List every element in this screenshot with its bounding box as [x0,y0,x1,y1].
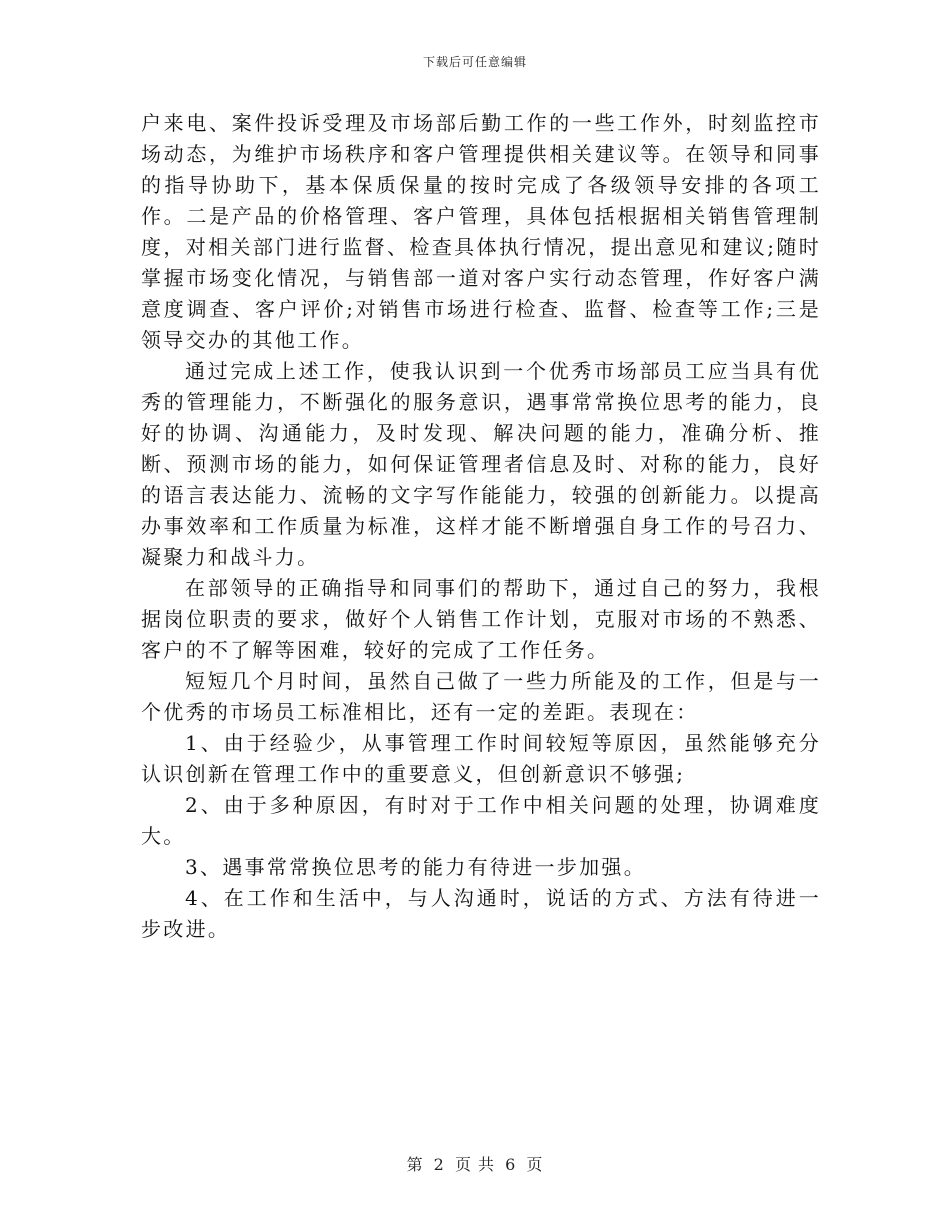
footer-middle: 页 共 [454,1155,496,1174]
page-header: 下载后可任意编辑 [422,55,527,69]
list-item-1: 1、由于经验少，从事管理工作时间较短等原因，虽然能够充分认识创新在管理工作中的重要意义，但创新意识不够强; [141,731,821,786]
paragraph-1: 户来电、案件投诉受理及市场部后勤工作的一些工作外，时刻监控市场动态，为维护市场秩序和客户管理提供相关建议等。在领导和同事的指导协助下，基本保质保量的按时完成了各级领导安排的各项工作。二是产品的价格管理、客户管理，具体包括根据相关销售管理制度，对相关部门进行监督、检查具体执行情况，提出意见和建议;随时掌握市场变化情况，与销售部一道对客户实行动态管理，作好客户满意度调查、客户评价;对销售市场进行检查、监督、检查等工作;三是领导交办的其他工作。 [141,111,821,352]
footer-suffix: 页 [526,1155,544,1174]
page-number: 2 [433,1155,445,1174]
list-item-4: 4、在工作和生活中，与人沟通时，说话的方式、方法有待进一步改进。 [141,886,821,941]
paragraph-2: 通过完成上述工作，使我认识到一个优秀市场部员工应当具有优秀的管理能力，不断强化的服务意识，遇事常常换位思考的能力，良好的协调、沟通能力，及时发现、解决问题的能力，准确分析、推断、预测市场的能力，如何保证管理者信息及时、对称的能力，良好的语言表达能力、流畅的文字写作能能力，较强的创新能力。以提高办事效率和工作质量为标准，这样才能不断增强自身工作的号召力、凝聚力和战斗力。 [141,359,821,569]
footer-prefix: 第 [406,1155,424,1174]
paragraph-3: 在部领导的正确指导和同事们的帮助下，通过自己的努力，我根据岗位职责的要求，做好个人销售工作计划，克服对市场的不熟悉、客户的不了解等困难，较好的完成了工作任务。 [141,576,821,662]
list-item-3: 3、遇事常常换位思考的能力有待进一步加强。 [185,855,647,879]
document-body [141,108,821,945]
page-total: 6 [505,1155,517,1174]
paragraph-4: 短短几个月时间，虽然自己做了一些力所能及的工作，但是与一个优秀的市场员工标准相比，还有一定的差距。表现在： [141,669,821,724]
list-item-2: 2、由于多种原因，有时对于工作中相关问题的处理，协调难度大。 [141,793,821,848]
page-footer [0,1155,950,1175]
